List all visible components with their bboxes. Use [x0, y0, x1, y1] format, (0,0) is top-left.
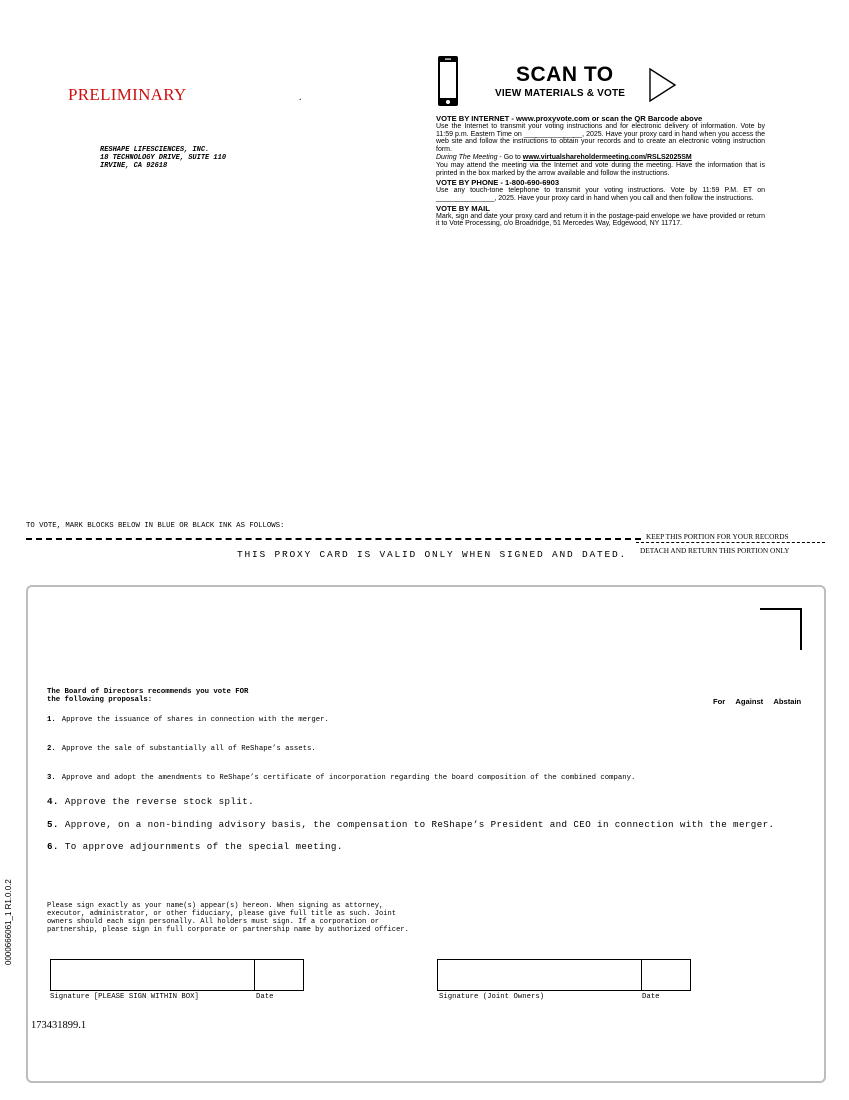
voting-instructions — [436, 113, 765, 228]
joint-signature-box[interactable] — [437, 959, 642, 991]
detach-line — [26, 538, 641, 540]
proposal-text: To approve adjournments of the special meeting. — [64, 841, 343, 852]
signing-instructions: Please sign exactly as your name(s) appear(s) hereon. When signing as attorney, executor, administrator, or other fiduciary, please give full title as such. Joint owners should each sign personally. All holders must sign. If a corporation or partnership, please sign in full corporate or partnership name by authorized officer. — [47, 902, 409, 935]
date-box[interactable] — [254, 959, 304, 991]
proposal-number: 4. — [47, 796, 59, 807]
meeting-url-link[interactable]: www.virtualshareholdermeeting.com/RSLS2025SM — [522, 153, 692, 161]
proposal-number: 1. — [47, 716, 56, 724]
signature-label: Signature [PLEASE SIGN WITHIN BOX] — [50, 993, 199, 1001]
to-vote-instruction: TO VOTE, MARK BLOCKS BELOW IN BLUE OR BLACK INK AS FOLLOWS: — [26, 522, 285, 530]
phone-heading: VOTE BY PHONE - 1-800-690-6903 — [436, 178, 560, 188]
joint-signature-label: Signature (Joint Owners) — [439, 993, 545, 1001]
phone-text: Use any touch-tone telephone to transmit your voting instructions. Vote by 11:59 P.M. ET on _______________, 2025. Have your proxy card in hand when you call and then follow the instructions. — [436, 187, 765, 202]
keep-line — [636, 542, 825, 543]
internet-text: Use the Internet to transmit your voting instructions and for electronic delivery of information. Vote by 11:59 p.m. Eastern Time on _______________, 2025. Have your proxy card in hand when you access the web site and follow the instructions to obtain your records and to create an electronic voting instruction form. — [436, 122, 765, 154]
proposal-text: Approve and adopt the amendments to ReShape’s certificate of incorporation regarding the board composition of the combined company. — [61, 774, 636, 782]
mobile-phone-icon — [437, 55, 459, 112]
play-arrow-icon — [648, 67, 678, 108]
issuer-city: IRVINE, CA 92618 — [100, 162, 168, 170]
proposal-text: Approve, on a non-binding advisory basis, the compensation to ReShape’s President and CEO in connection with the merger. — [64, 819, 775, 830]
joint-date-box[interactable] — [641, 959, 691, 991]
meeting-text-block — [436, 154, 765, 162]
internet-heading: VOTE BY INTERNET - www.proxyvote.com or scan the QR Barcode above — [436, 114, 703, 123]
proxy-valid-notice: THIS PROXY CARD IS VALID ONLY WHEN SIGNED AND DATED. — [237, 549, 628, 560]
date-label: Date — [256, 993, 274, 1001]
proposal-text: Approve the sale of substantially all of ReShape’s assets. — [61, 745, 316, 753]
proposal-text: Approve the reverse stock split. — [64, 796, 255, 807]
proposal-1 — [47, 716, 329, 724]
issuer-name: RESHAPE LIFESCIENCES, INC. — [100, 146, 210, 154]
proposal-number: 2. — [47, 745, 56, 753]
joint-date-label: Date — [642, 993, 660, 1001]
proposal-2 — [47, 745, 316, 753]
scan-title: SCAN TO — [516, 63, 614, 86]
signature-box[interactable] — [50, 959, 255, 991]
board-line-2: the following proposals: — [47, 696, 153, 704]
meeting-goto: - Go to — [497, 153, 523, 161]
board-line-1: The Board of Directors recommends you vote FOR — [47, 688, 249, 696]
stray-dot: . — [299, 92, 302, 103]
abstain-column-header: Abstain — [773, 697, 802, 706]
proposal-3 — [47, 774, 635, 782]
for-column-header: For — [713, 697, 726, 706]
proxy-card — [26, 585, 826, 1083]
meeting-text: You may attend the meeting via the Internet and vote during the meeting. Have the information that is printed in the box marked by the arrow available and follow the instructions. — [436, 161, 765, 177]
scan-subtitle: VIEW MATERIALS & VOTE — [495, 88, 626, 99]
keep-portion-label: KEEP THIS PORTION FOR YOUR RECORDS — [646, 532, 789, 541]
proposal-text: Approve the issuance of shares in connection with the merger. — [61, 716, 329, 724]
side-control-text: 0000666061_1 R1.0.0.2 — [4, 879, 13, 965]
corner-registration-mark — [760, 608, 802, 650]
proposal-number: 3. — [47, 774, 56, 782]
proposal-4 — [47, 796, 254, 807]
mail-heading: VOTE BY MAIL — [436, 203, 490, 213]
meeting-label: During The Meeting — [436, 153, 498, 161]
issuer-street: 18 TECHNOLOGY DRIVE, SUITE 110 — [100, 154, 227, 162]
detach-portion-label: DETACH AND RETURN THIS PORTION ONLY — [640, 546, 790, 555]
board-recommendation — [47, 688, 248, 704]
mail-text: Mark, sign and date your proxy card and return it in the postage-paid envelope we have provided or return it to Vote Processing, c/o Broadridge, 51 Mercedes Way, Edgewood, NY 11717. — [436, 212, 765, 228]
issuer-address — [100, 146, 226, 170]
proposal-5 — [47, 819, 774, 830]
proposal-number: 6. — [47, 841, 59, 852]
preliminary-label: PRELIMINARY — [68, 85, 187, 104]
proposal-6 — [47, 841, 343, 852]
document-number: 173431899.1 — [31, 1020, 87, 1031]
side-control-id — [0, 879, 14, 965]
against-column-header: Against — [735, 697, 764, 706]
vote-column-headers — [713, 697, 801, 706]
proposal-number: 5. — [47, 819, 59, 830]
